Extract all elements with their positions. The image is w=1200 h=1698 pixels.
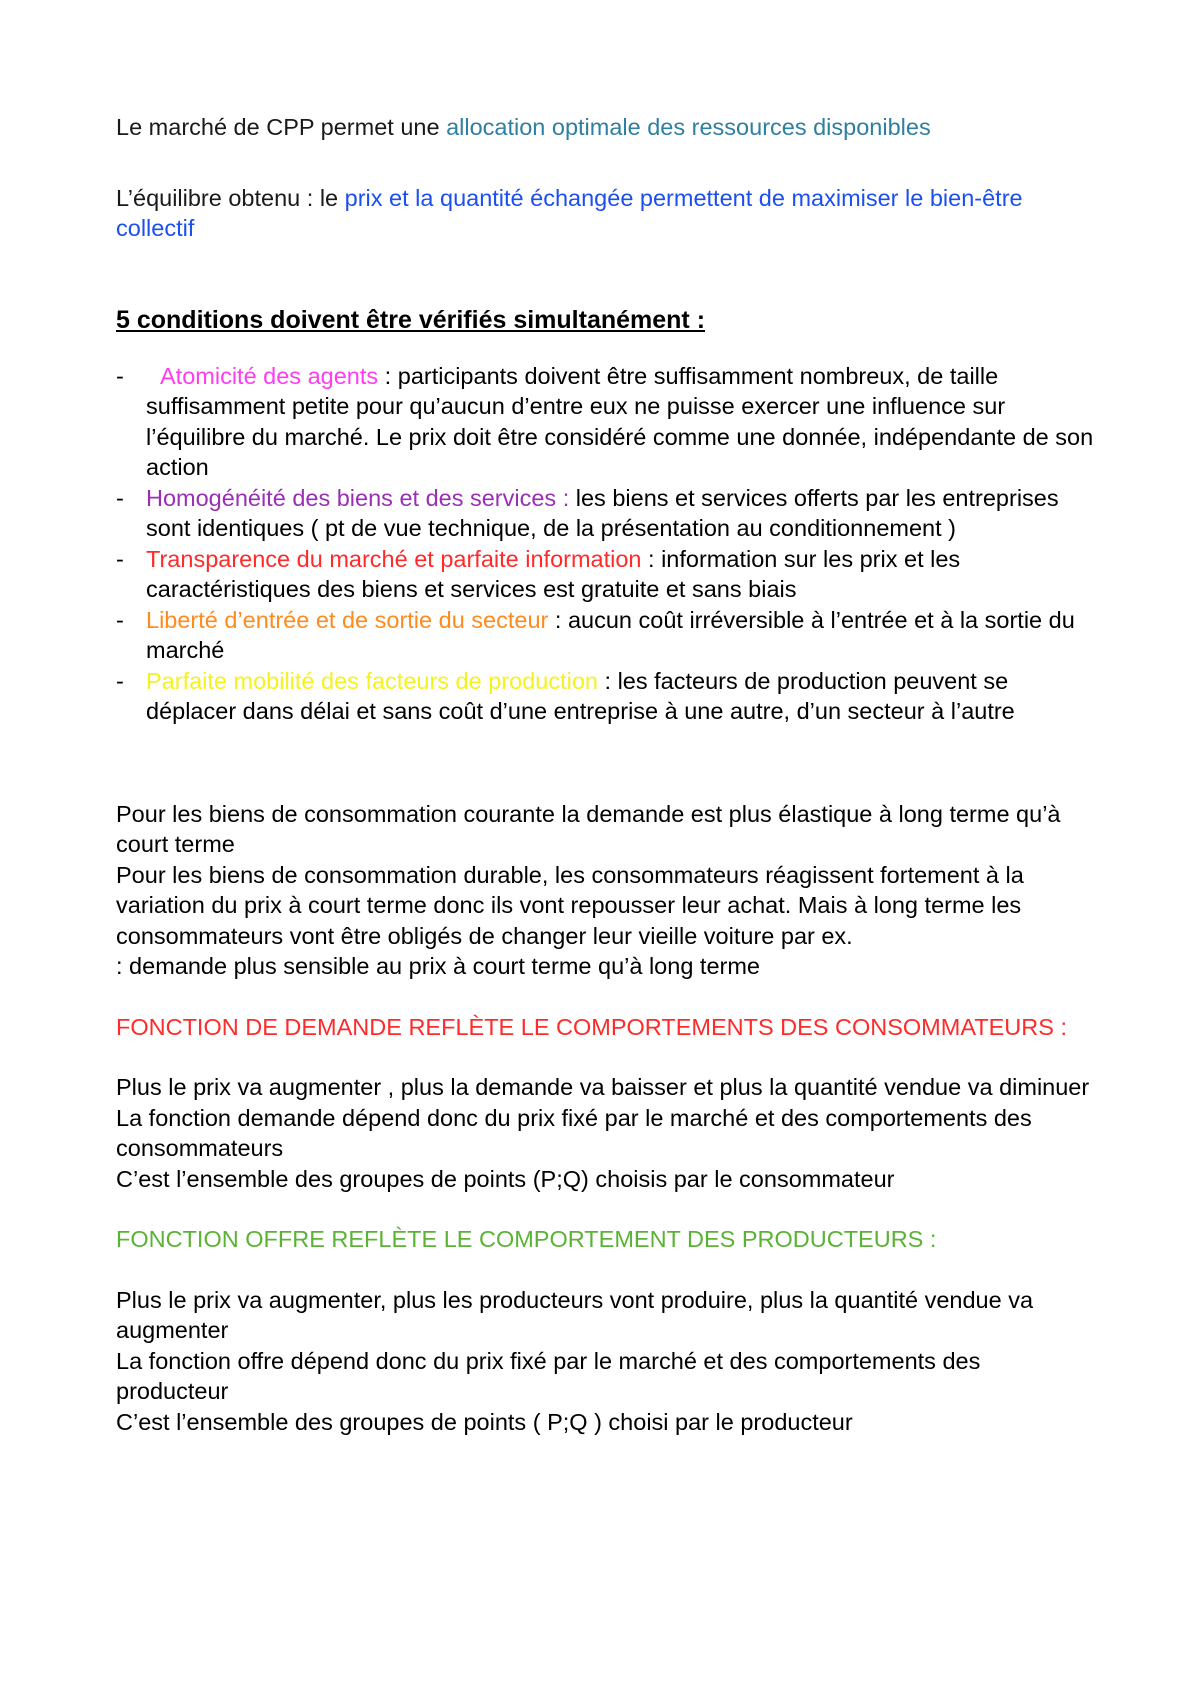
list-dash: -: [116, 484, 124, 511]
condition-label: Parfaite mobilité des facteurs de production: [146, 667, 598, 694]
condition-text: : participants doivent être suffisamment nombreux, de taille suffisamment petite pour qu’aucun d’entre eux ne puisse exercer une influence sur l’équilibre du marché. Le prix doit être considéré comme une donnée, indépendante de son action: [146, 362, 1094, 480]
intro-line-2-text: L’équilibre obtenu : le: [116, 184, 345, 211]
supply-line: C’est l’ensemble des groupes de points ( P;Q ) choisi par le producteur: [116, 1408, 853, 1435]
demand-line: Plus le prix va augmenter , plus la demande va baisser et plus la quantité vendue va diminuer: [116, 1074, 1090, 1100]
list-dash: -: [116, 667, 124, 694]
condition-item: [116, 483, 1096, 544]
demand-line: C’est l’ensemble des groupes de points (P;Q) choisis par le consommateur: [116, 1165, 895, 1192]
condition-label: Atomicité des agents: [160, 362, 379, 389]
condition-item: [116, 544, 1096, 605]
condition-label: Transparence du marché et parfaite information: [146, 545, 642, 572]
condition-item: [116, 361, 1096, 483]
demand-section: [116, 1012, 1096, 1195]
condition-text: : aucun coût irréversible à l’entrée et à la sortie du marché: [146, 606, 1075, 663]
elasticity-section: [116, 799, 1096, 982]
intro-line-2: [116, 183, 1096, 244]
elasticity-line: Pour les biens de consommation courante la demande est plus élastique à long terme qu’à court terme: [116, 800, 1061, 857]
intro-line-1-highlight: allocation optimale des ressources disponibles: [446, 114, 931, 140]
list-dash: -: [116, 545, 124, 572]
condition-item: [116, 605, 1096, 666]
condition-label: Homogénéité des biens et des services :: [146, 484, 570, 511]
supply-line: La fonction offre dépend donc du prix fixé par le marché et des comportements des producteur: [116, 1347, 981, 1404]
condition-text: : les facteurs de production peuvent se déplacer dans délai et sans coût d’une entreprise à une autre, d’un secteur à l’autre: [146, 667, 1015, 724]
supply-body: [116, 1285, 1096, 1438]
intro-line-1: [116, 112, 1096, 143]
conditions-heading: 5 conditions doivent être vérifiés simultanément :: [116, 305, 706, 334]
condition-item: [116, 666, 1096, 727]
supply-line: Plus le prix va augmenter, plus les producteurs vont produire, plus la quantité vendue va augmenter: [116, 1286, 1034, 1343]
document-page: [116, 112, 1096, 1437]
condition-label: Liberté d’entrée et de sortie du secteur: [146, 606, 549, 633]
supply-title: FONCTION OFFRE REFLÈTE LE COMPORTEMENT DES PRODUCTEURS :: [116, 1226, 937, 1252]
intro-line-1-text: Le marché de CPP permet une: [116, 114, 447, 140]
elasticity-line: Pour les biens de consommation durable, les consommateurs réagissent fortement à la variation du prix à court terme donc ils vont repousser leur achat. Mais à long terme les consommateurs vont être obligés de changer leur vieille voiture par ex.: [116, 861, 1024, 949]
demand-line: La fonction demande dépend donc du prix fixé par le marché et des comportements des consommateurs: [116, 1104, 1032, 1161]
condition-text: : information sur les prix et les caractéristiques des biens et services est gratuite et sans biais: [146, 545, 961, 602]
elasticity-line: : demande plus sensible au prix à court terme qu’à long terme: [116, 953, 760, 979]
demand-title: FONCTION DE DEMANDE REFLÈTE LE COMPORTEMENTS DES CONSOMMATEURS :: [116, 1013, 1067, 1040]
list-dash: -: [116, 606, 124, 633]
intro-line-2-highlight: prix et la quantité échangée permettent de maximiser le bien-être collectif: [116, 184, 1023, 241]
supply-section: [116, 1224, 1096, 1437]
conditions-list: [116, 361, 1096, 727]
demand-body: [116, 1072, 1096, 1194]
list-dash: -: [116, 362, 124, 389]
condition-text: les biens et services offerts par les entreprises sont identiques ( pt de vue technique, de la présentation au conditionnement ): [146, 484, 1059, 541]
